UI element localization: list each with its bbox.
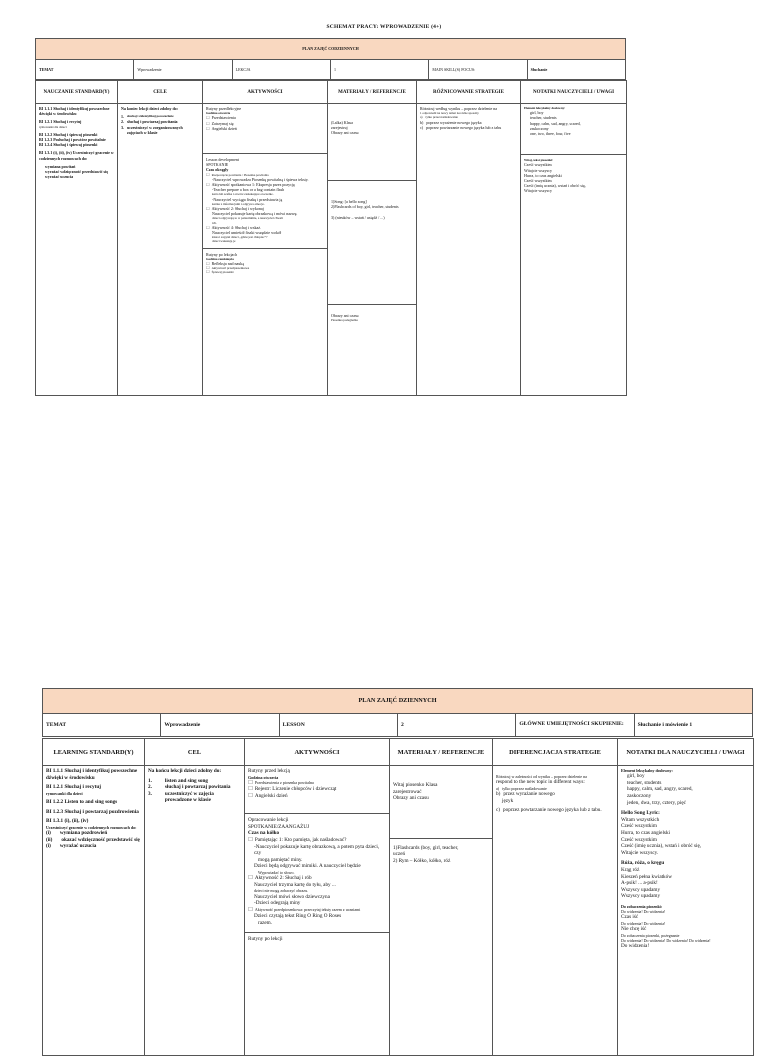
plan1-focus-label: MAIN SKILL(S) FOCUS: — [429, 60, 527, 80]
plan2-standard-num: (i) — [46, 843, 51, 850]
plan1-standard: BI 1.2.1 Słuchaj i recytuj — [39, 119, 82, 125]
plan2-goodbye-title: Do zobaczenia piosenki: — [621, 903, 663, 909]
plan2-notes-title: Element leksykalny dosłowny: — [621, 768, 673, 773]
plan2-act-dev-line: SPOTKANIE/ZAANGAŻUJ — [248, 823, 310, 830]
plan2-activities-cell — [245, 766, 390, 1056]
plan1-strategy-intro: Różnicuj według wyniku – poprzez dzielenie na — [420, 106, 498, 111]
plan2-lyric: Cześć wszystkim — [621, 836, 657, 843]
plan2-note: jeden, dwa, trzy, cztery, pięć — [627, 799, 686, 806]
plan1-note: teacher, students — [530, 115, 557, 121]
plan2-cel-cell — [145, 766, 245, 1056]
plan2-lesson-value: 2 — [397, 714, 515, 737]
plan2-act-post-line: Rutyny po lekcji — [248, 936, 283, 943]
plan1-cele-cell — [118, 104, 203, 396]
plan1-lekcja-value: 1 — [330, 60, 428, 80]
plan1-lekcja-label: LEKCJA — [232, 60, 330, 80]
plan1-material: Obrazy ani czasu — [331, 130, 359, 136]
plan2-act-intro-item: ☐ Przedstawienia z piosenka powitalna — [248, 780, 386, 786]
plan1-col-materials: MATERIAŁY / REFERENCJE — [328, 81, 417, 104]
plan1-col-strategies: RÓŻNICOWANIE STRATEGIE — [417, 81, 521, 104]
plan1-main-table — [35, 80, 627, 396]
plan1-standard: BI 1.1.1 Słuchaj i identyfikuj powszechne dźwięki w środowisku — [39, 106, 110, 117]
plan2-act-dev-line: -Dzieci odegrają miny — [254, 900, 301, 907]
plan1-cele-num: 1. — [121, 114, 124, 120]
plan2-strategy-letter: a) — [496, 785, 500, 791]
plan2-goodbye: Do widzenia! — [621, 943, 650, 950]
plan1-act-dev-line: kartka z informacjami i odgrywa emocje. — [212, 201, 265, 206]
plan1-lyric: Witajcie wszyscy — [524, 167, 552, 173]
plan1-act-dev-line: Nauczyciel pokazuje kartę obrazkową i mówi nazwę. — [212, 211, 298, 217]
plan1-cele-item: uczestniczyć w zorganizowanych zajęciach w klasie — [127, 124, 183, 135]
plan1-cele-intro: Na koniec lekcji dzieci zdolny do: — [121, 106, 178, 111]
plan1-lyric: Hurra, to czas angielski — [524, 172, 562, 178]
plan1-standard: BI 1.2.2 Słuchaj i śpiewaj piosenki — [39, 131, 98, 137]
plan2-col-cel: CEL — [145, 739, 245, 766]
plan2-strategy-item: poprzez powtarzanie nowego języka lub z tabu. — [503, 807, 602, 814]
plan2-cel-num: 2. — [148, 784, 152, 791]
plan2-act-dev-line: razem. — [258, 919, 272, 926]
plan1-act-dev-line: -Teacher prepare a box or a bag contain flash — [212, 187, 285, 193]
plan1-act-intro-title: Rutyny przedlekcyjne — [206, 106, 242, 111]
plan1-act-dev-line: Lesson development — [206, 157, 239, 163]
plan2-strategy-letter: b) — [496, 791, 501, 797]
plan2-act-intro-item: ☐ Rejestr: Liczenie chłopców i dziewcząt — [248, 786, 386, 793]
plan2-notes-cell — [618, 766, 754, 1056]
plan2-cel-num: 1. — [148, 777, 152, 784]
plan2-note: zaskoczony — [627, 792, 652, 799]
plan2-strategy-intro: Różnicuj w zależności od wyniku – poprzez dzielenie na — [496, 774, 587, 779]
plan2-lesson-label: LESSON — [279, 714, 397, 737]
plan2-act-intro-title: Rutyny przed lekcją — [248, 768, 290, 774]
plan1-material: 3) (nieuków – wstań / usiądź / ...) — [331, 215, 385, 221]
plan1-act-dev-line: ☐ Aktywność spotkaniowa 1: Ekspresja przez pozycję — [206, 182, 324, 187]
plan1-note: happy, calm, sad, angry, scared, — [530, 120, 581, 126]
plan2-standard-num: (i) — [46, 829, 51, 836]
plan1-act-intro-item: ☐ Angielski dzień — [206, 126, 324, 131]
plan1-act-post-line: ☐ Śpiewaj piosenki — [206, 270, 324, 274]
plan1-act-dev-line: Czas okrągły — [206, 167, 229, 173]
plan1-standard: BI 1.2.4 Słuchaj i śpiewaj piosenki — [39, 142, 98, 148]
plan1-strategy-letter: c) — [420, 124, 424, 130]
plan2-material: Obrazy ani czasu — [393, 795, 429, 802]
plan2-lyric: Witajcie wszyscy. — [621, 849, 659, 856]
plan2-goodbye: Do widzenia! Do widzenia! — [621, 920, 666, 926]
plan2-material: Witaj piosenko Klasa — [393, 782, 438, 788]
plan1-standard: BI 1.3.1 (i), (ii), (iv) Uczestniczyć gracenie w codziennych rozmowach do: — [39, 150, 114, 161]
plan1-material: Piosenka pożegnalna — [331, 318, 358, 323]
plan1-act-dev-line: ☐ Aktywność 4: Słuchaj i wskaż. — [206, 225, 324, 230]
plan2-rhyme: A-psik! ... a-psik! — [621, 880, 658, 887]
plan1-temat-value: Wprowadzenie — [134, 60, 232, 80]
plan2-standard: BI 1.3.1 (i), (ii), (iv) — [46, 818, 89, 825]
plan1-strategy-letter: a) — [420, 115, 423, 120]
plan1-cele-item: słuchaj i zidentyfikuj powszechnie — [127, 114, 174, 119]
plan1-cele-num: 2. — [121, 119, 124, 125]
plan1-act-dev-line: dzieci wskazują je — [212, 239, 236, 244]
plan1-materials-cell — [328, 104, 417, 396]
plan1-act-post-line: Rutyny po lekcjach — [206, 251, 238, 257]
plan1-standards-cell — [36, 104, 118, 396]
plan1-cele-num: 3. — [121, 124, 124, 130]
plan2-note: girl, boy — [627, 773, 645, 780]
plan2-goodbye: Do widzenia! Do widzenia! — [621, 909, 666, 915]
plan2-act-dev-line: Dzieci czytają tekst Ring O Ring O Roses — [254, 912, 342, 919]
plan2-header-table — [42, 688, 753, 737]
plan2-goodbye: Do zobaczenia piosenki, pożegnanie — [621, 932, 680, 938]
plan2-act-intro-item: ☐ Angielski dzień — [248, 793, 386, 800]
plan2-act-dev-line: Wypowiadać to słowo. — [258, 869, 295, 875]
plan1-strategy-item: poprzez powtarzanie nowego języka lub z tabu — [426, 124, 502, 130]
plan2-temat-value: Wprowadzenie — [161, 714, 279, 737]
plan1-act-dev-line: ich. — [212, 220, 217, 225]
plan1-lyric: Cześć wszystkim — [524, 162, 552, 168]
plan2-rhyme: Wszyscy upadamy — [621, 886, 661, 893]
plan2-col-activities: AKTYWNOŚCI — [245, 739, 390, 766]
plan1-material: Obrazy ani czasu — [331, 313, 359, 319]
plan2-rhyme-title: Róża, róża, o kręgu — [621, 860, 665, 867]
plan2-goodbye: Nie chcę iść — [621, 926, 647, 933]
plan1-lyric: Cześć wszystkim — [524, 178, 552, 184]
plan2-strategy-sub: respond to the new topic in different ways: — [496, 779, 585, 786]
plan2-act-dev-line: Dzieci będą odgrywać mimiki. A nauczyciel będzie — [254, 863, 361, 870]
plan2-cel-item: słuchaj i powtarzaj powitania — [164, 784, 231, 791]
plan1-col-notes: NOTATKI NAUCZYCIELI / UWAGI — [521, 81, 627, 104]
plan1-act-dev-line: Nauczyciel umieścił fiszki wszędzie wokół — [212, 230, 282, 236]
plan2-standard-num: (ii) — [46, 836, 53, 843]
plan2-standard: Uczestniczyć gracenie w codziennych rozmowach do: — [46, 824, 137, 830]
plan2-rhyme: Krąg róż — [621, 866, 640, 873]
plan2-standard: BI 1.2.3 Słuchaj i powtarzaj pozdrowienia — [46, 808, 139, 815]
plan2-col-standards: LEARNING STANDARD(Y) — [43, 739, 145, 766]
plan2-main-table — [42, 738, 754, 1056]
plan2-strategies-cell — [493, 766, 618, 1056]
plan1-act-intro-item: ☐ Przedstawienia — [206, 115, 324, 120]
plan2-note: happy, calm, sad, angry, scared, — [627, 786, 693, 793]
plan1-col-activities: AKTYWNOŚCI — [203, 81, 328, 104]
plan2-standard-item: okazać wdzięczność przedstawić się — [61, 836, 140, 843]
plan1-focus-value: Słuchanie — [527, 60, 625, 80]
plan2-lyric: Cześć (imię ucznia), wstań i obróć się, — [621, 843, 702, 850]
plan1-act-dev-line: -Nauczyciel wprowadza Piosenkę powitalną i śpiewa teksty. — [212, 176, 309, 182]
plan1-act-post-line: ☐ Refleksja nad nauką — [206, 261, 324, 266]
plan2-standard: BI 1.2.2 Listen to and sing songs — [46, 798, 118, 805]
plan1-act-dev-line: dzieci odgrywają to w pantomimie, a nauczyciel chwali — [212, 216, 283, 221]
plan1-lyrics-title: Witaj, tekst piosenki: — [524, 158, 554, 163]
plan1-lyric: Cześć (imię ucznia), wstań i obróć się, — [524, 183, 586, 189]
plan1-material: zarejestruj — [331, 125, 348, 131]
plan2-standard: BI 1.2.1 Słuchaj i recytuj — [46, 784, 101, 791]
plan1-standard: wymiana powitań — [45, 163, 76, 169]
plan2-standard: BI 1.1.1 Słuchaj i identyfikuj powszechne dźwięki w środowisku — [46, 768, 138, 781]
plan2-standard-item: wyrażać uczucia — [59, 843, 97, 850]
plan2-col-strategies: DIFERENCJACJA STRATEGIE — [493, 739, 618, 766]
plan2-material: 1)Flashcards (boy, girl, teacher, — [393, 844, 459, 851]
plan1-act-dev-line: SPOTKANIE — [206, 162, 229, 168]
plan2-cel-num: 3. — [148, 790, 152, 797]
plan2-act-dev-line: ☐ Pamiętając 1: Kto pamięta, jak naśladować? — [248, 837, 386, 844]
plan2-act-intro-sub: Godzina otwarcia — [248, 774, 279, 780]
plan1-act-post-line: ☐ Aktywność przedpiosenkowa — [206, 266, 324, 270]
plan2-cel-item: listen and sing song — [164, 777, 208, 784]
plan2-col-notes: NOTATKI DLA NAUCZYCIELI / UWAGI — [618, 739, 754, 766]
plan2-lyric: Witam wszystkich — [621, 816, 660, 823]
plan1-notes-cell — [521, 104, 627, 396]
plan1-note: zaskoczony — [530, 125, 549, 131]
plan1-standard: rymowanki dla dzieci — [39, 124, 67, 129]
plan2-material: uczeń — [393, 851, 406, 858]
plan2-focus-value: Słuchanie i mówienie 1 — [634, 714, 752, 737]
plan1-notes-title: Element leksykalny dosłowny: — [524, 106, 566, 110]
plan1-header-table — [35, 38, 626, 80]
plan2-rhyme: Wszyscy upadamy — [621, 893, 661, 900]
plan1-standard: wyrażać wdzięczność przedstawić się — [45, 169, 108, 175]
plan2-act-dev-line: mogą pamiętać miny. — [258, 856, 303, 863]
plan2-lyrics-title: Hello Song Lyric: — [621, 810, 660, 817]
plan2-cel-intro: Na końcu lekcji dzieci zdolny do: — [148, 768, 222, 774]
plan1-activities-cell — [203, 104, 328, 396]
plan1-strategy-sub: 1 odpowiedź na nowy temat na różne sposoby — [420, 111, 479, 116]
plan2-focus-label: GŁÓWNE UMIEJĘTNOŚCI SKUPIENIE: — [516, 714, 634, 737]
plan1-material: 2)Flashcards of boy, girl, teacher, students — [331, 203, 399, 209]
plan2-note: teacher, students — [627, 779, 662, 786]
plan1-temat-label: TEMAT — [36, 60, 134, 80]
plan2-strategy-item: język — [502, 797, 514, 804]
plan2-temat-label: TEMAT — [43, 714, 161, 737]
plan1-note: girl, boy — [530, 110, 544, 116]
plan1-material: (Lalka) Klasa — [331, 120, 353, 125]
plan2-strategy-item: przez wyrażanie nowego — [503, 791, 555, 797]
plan1-strategy-item: tylko przez naśladowanie — [425, 115, 458, 120]
plan2-act-dev-line: Opracowanie lekcji — [248, 817, 289, 824]
plan2-rhyme: Kieszeń pełna kwiatków — [621, 873, 672, 880]
plan2-standard-item: wymiana pozdrowień — [59, 829, 108, 836]
plan2-lyric: Cześć wszystkim — [621, 823, 657, 830]
plan1-act-dev-line: ☐ Rozpoczęcie powitania / Piosenka powitalna — [206, 173, 324, 177]
plan2-material: 2) Rym – Kółko, kółko, róż — [393, 857, 451, 864]
plan1-act-intro-item: ☐ Zatrzymaj się — [206, 121, 324, 126]
plan1-standard: BI 1.2.3 Posłuchaj i powtórz powitalnie — [39, 137, 106, 143]
plan2-materials-cell — [390, 766, 493, 1056]
plan1-strategies-cell — [417, 104, 521, 396]
plan2-strategy-item: tylko poprzez naśladowanie — [502, 785, 547, 791]
plan2-act-dev-line: ☐ Aktywność przedpiosenkowa: przeczytaj teksty razem z uczniami — [248, 907, 386, 913]
plan1-act-dev-line: -Nauczyciel wyciąga fiszkę i przedstawia ją — [212, 196, 283, 202]
plan1-material: 1)Song: [a hello song] — [331, 198, 367, 204]
plan1-lyric: Witajcie wszyscy — [524, 188, 552, 194]
plan1-act-dev-line: ☐ Aktywność 2: Słuchaj i wykonaj — [206, 206, 324, 211]
plan1-act-dev-line: karta lub szafka i otwórz zaskakujące otoczenie. — [212, 192, 274, 197]
plan2-strategy-letter: c) — [496, 807, 501, 814]
plan2-act-dev-line: Nauczyciel mówi słowo dziewczyna — [254, 893, 330, 900]
document-title: SCHEMAT PRACY: WPROWADZENIE (4+) — [326, 24, 442, 30]
plan2-col-materials: MATERIAŁY / REFERENCJE — [390, 739, 493, 766]
plan2-standards-cell — [43, 766, 145, 1056]
plan1-col-cele: CELE — [118, 81, 203, 104]
plan2-act-dev-line: ☐ Aktywność 2: Słuchaj i rób — [248, 875, 386, 882]
plan2-cel-item: uczestniczyć w zajęcia prowadzone w klasie — [164, 790, 214, 804]
plan1-band: PLAN ZAJĘĆ CODZIENNYCH — [36, 39, 626, 60]
plan1-col-standards: NAUCZANIE STANDARD(Y) — [36, 81, 118, 104]
plan2-act-dev-line: Czas na kółko — [248, 830, 280, 837]
plan1-standard: wyrażać uczucia — [45, 174, 74, 180]
plan2-lyric: Hurra, to czas angielski — [621, 829, 670, 836]
plan1-strategy-letter: b) — [420, 119, 424, 125]
plan2-act-dev-line: Nauczyciel trzyma kartę do tyłu, aby ... — [254, 881, 336, 888]
plan2-act-dev-line: -Nauczyciel pokazuje kartę obrazkową, a potem pyta dzieci, czy — [254, 843, 380, 857]
plan2-band: PLAN ZAJĘĆ DZIENNYCH — [43, 689, 753, 714]
plan2-goodbye: Czas iść — [621, 914, 639, 921]
plan1-note: one, two, three, four, five — [530, 131, 571, 137]
plan1-act-dev-line: klasa i zapytał dzieci „gdzie jest chłopiec”? — [212, 235, 268, 240]
plan2-goodbye: Do widzenia! Do widzenia! Do widzenia! Do widzenia! — [621, 937, 711, 943]
plan2-standard: rymowanki dla dzieci — [46, 790, 83, 796]
plan2-material: zarejestrować — [393, 788, 422, 795]
plan1-strategy-item: poprzez wyrażenie nowego języka — [426, 119, 482, 125]
plan2-act-dev-line: dzieci nie mogą zobaczyć obrazu. — [254, 888, 309, 894]
plan1-act-intro-sub: Godzina otwarcia — [206, 111, 231, 116]
plan1-cele-item: słuchaj i powtarzaj powitania — [127, 119, 178, 125]
plan1-act-post-line: Godzina zamknięcia — [206, 256, 234, 261]
